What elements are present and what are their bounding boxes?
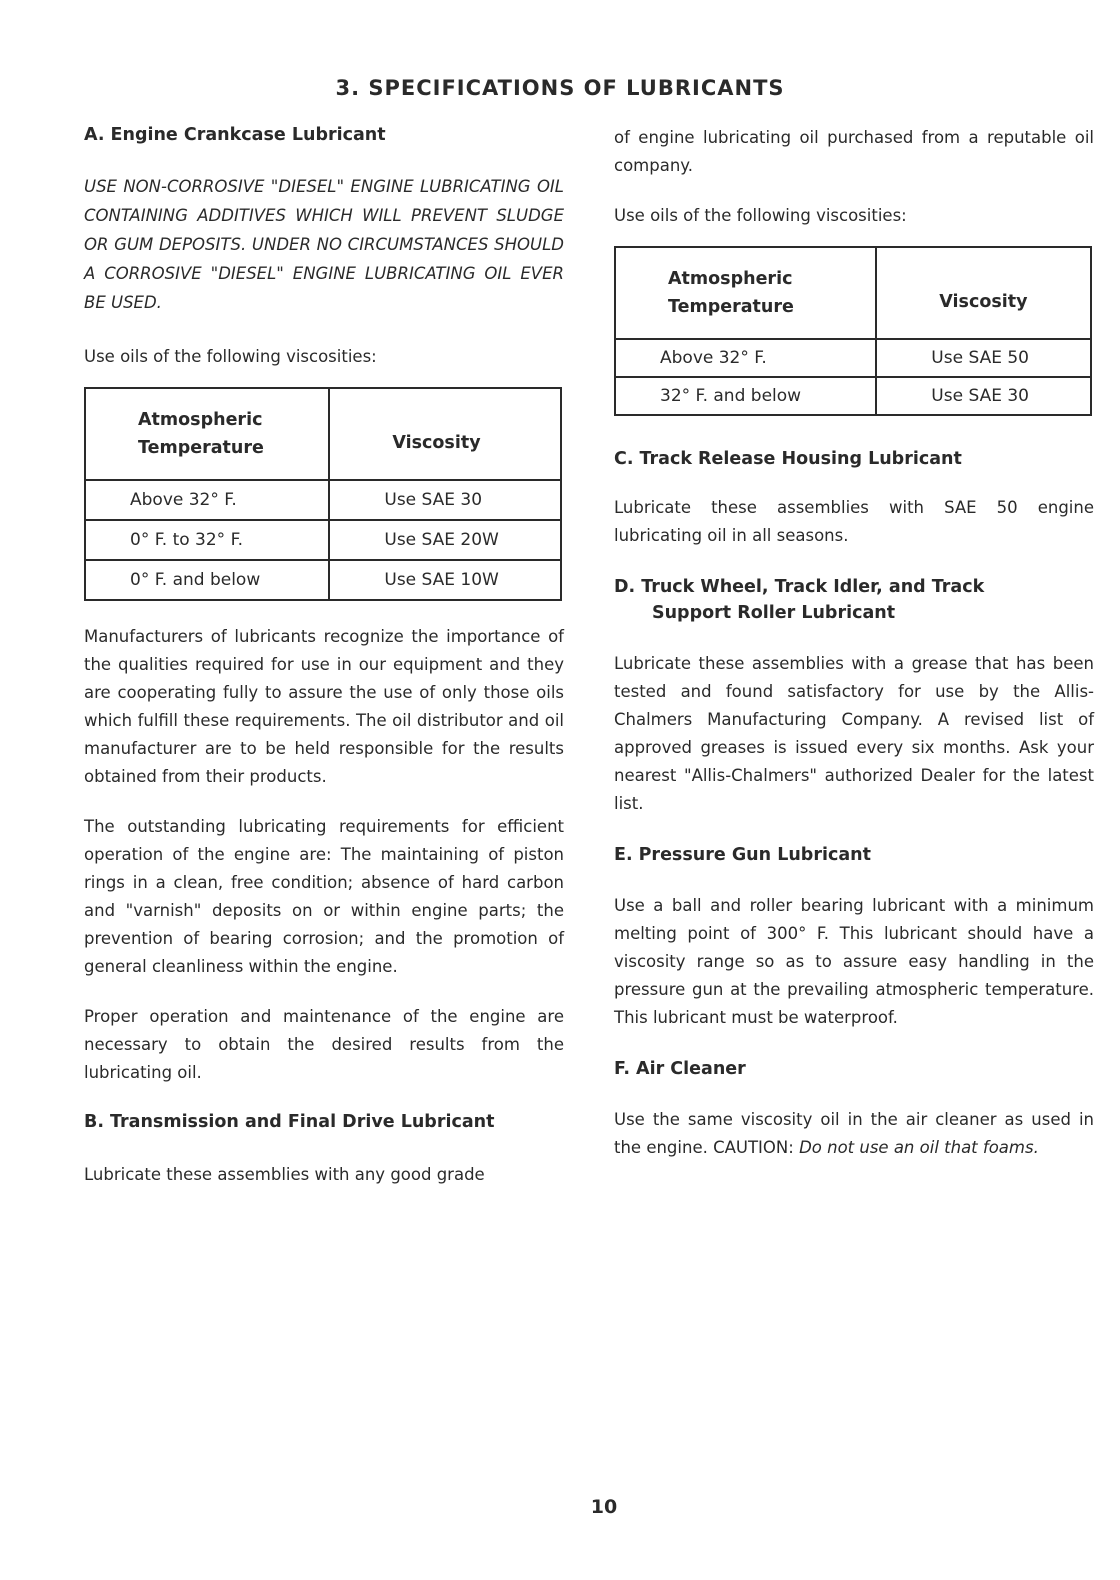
temp-cell: 0° F. to 32° F. bbox=[85, 520, 329, 560]
section-c-title: Track Release Housing Lubricant bbox=[639, 449, 962, 469]
section-b-letter: B. bbox=[84, 1112, 104, 1132]
right-column bbox=[614, 122, 1094, 1162]
section-b-title: Transmission and Final Drive Lubricant bbox=[110, 1112, 495, 1132]
section-b-heading bbox=[84, 1109, 564, 1135]
section-f-title: Air Cleaner bbox=[636, 1059, 746, 1079]
section-a-para3: Proper operation and maintenance of the engine are necessary to obtain the desired results from the lubricating oil. bbox=[84, 1007, 564, 1082]
temp-cell: 0° F. and below bbox=[85, 560, 329, 600]
section-d-text: Lubricate these assemblies with a grease that has been tested and found satisfactory for use by the Allis-Chalmers Manufacturing Company. A revised list of approved greases is issued every six months. Ask your nearest "Allis-Chalmers" authorized Dealer for the latest list. bbox=[614, 654, 1094, 813]
table-row bbox=[85, 480, 561, 520]
table-row bbox=[615, 339, 1091, 377]
section-e-heading bbox=[614, 842, 1094, 868]
left-column bbox=[84, 122, 564, 1189]
section-d-heading bbox=[614, 574, 1094, 626]
section-e-text: Use a ball and roller bearing lubricant with a minimum melting point of 300° F. This lubricant should have a viscosity range so as to assure easy handling in the pressure gun at the prevailing atmospheric temperature. This lubricant must be waterproof. bbox=[614, 896, 1094, 1027]
temp-cell: Above 32° F. bbox=[85, 480, 329, 520]
section-f-letter: F. bbox=[614, 1059, 631, 1079]
table-row bbox=[85, 560, 561, 600]
page-number: 10 bbox=[590, 1496, 618, 1518]
section-e-letter: E. bbox=[614, 845, 633, 865]
visc-cell: Use SAE 30 bbox=[876, 377, 1091, 415]
section-a-para1: Manufacturers of lubricants recognize the importance of the qualities required for use in our equipment and they are cooperating fully to assure the use of only those oils which fulfill these requirements. The oil distributor and oil manufacturer are to be held responsible for the results obtained from their products. bbox=[84, 627, 564, 786]
section-a-letter: A. bbox=[84, 125, 105, 145]
visc-cell: Use SAE 10W bbox=[329, 560, 561, 600]
section-d-letter: D. bbox=[614, 577, 636, 597]
section-c-heading bbox=[614, 446, 1094, 472]
visc-cell: Use SAE 30 bbox=[329, 480, 561, 520]
temperature-header-line1: Atmospheric bbox=[668, 269, 793, 289]
section-a-intro: Use oils of the following viscosities: bbox=[84, 347, 377, 366]
temperature-header-line2: Temperature bbox=[668, 297, 794, 317]
temperature-header-line2: Temperature bbox=[138, 438, 264, 458]
section-a-heading bbox=[84, 122, 564, 148]
section-d-title-line1: Truck Wheel, Track Idler, and Track bbox=[641, 577, 985, 597]
viscosity-header: Viscosity bbox=[876, 247, 1091, 339]
section-a-title: Engine Crankcase Lubricant bbox=[110, 125, 386, 145]
section-d-title-line2: Support Roller Lubricant bbox=[652, 603, 896, 623]
temp-cell: Above 32° F. bbox=[615, 339, 876, 377]
viscosity-header: Viscosity bbox=[329, 388, 561, 480]
section-a-warning: USE NON-CORROSIVE "DIESEL" ENGINE LUBRICATING OIL CONTAINING ADDITIVES WHICH WILL PREVENT SLUDGE OR GUM DEPOSITS. UNDER NO CIRCUMSTANCES SHOULD A CORROSIVE "DIESEL" ENGINE LUBRICATING OIL EVER BE USED. bbox=[84, 177, 564, 312]
temperature-header bbox=[85, 388, 329, 480]
engine-viscosity-table bbox=[84, 387, 562, 601]
section-e-title: Pressure Gun Lubricant bbox=[638, 845, 871, 865]
section-b-intro: Use oils of the following viscosities: bbox=[614, 206, 907, 225]
section-f-text bbox=[614, 1106, 1094, 1162]
table-row bbox=[615, 377, 1091, 415]
section-c-text: Lubricate these assemblies with SAE 50 engine lubricating oil in all seasons. bbox=[614, 498, 1094, 545]
visc-cell: Use SAE 50 bbox=[876, 339, 1091, 377]
temperature-header bbox=[615, 247, 876, 339]
section-f-heading bbox=[614, 1056, 1094, 1082]
section-f-text-plain: Use the same viscosity oil in the air cleaner as used in the engine. CAUTION: bbox=[614, 1110, 1094, 1157]
section-b-text-part2: of engine lubricating oil purchased from a reputable oil company. bbox=[614, 128, 1094, 175]
section-b-text-part1: Lubricate these assemblies with any good grade bbox=[84, 1165, 485, 1184]
section-a-para2: The outstanding lubricating requirements for efficient operation of the engine are: The maintaining of piston rings in a clean, free condition; absence of hard carbon and "varnish" deposits on or within engine parts; the prevention of bearing corrosion; and the promotion of general cleanliness within the engine. bbox=[84, 817, 564, 976]
table-row bbox=[85, 520, 561, 560]
visc-cell: Use SAE 20W bbox=[329, 520, 561, 560]
transmission-viscosity-table bbox=[614, 246, 1092, 416]
table-header-row bbox=[85, 388, 561, 480]
temp-cell: 32° F. and below bbox=[615, 377, 876, 415]
section-f-text-italic: Do not use an oil that foams. bbox=[799, 1138, 1039, 1157]
section-c-letter: C. bbox=[614, 449, 634, 469]
table-header-row bbox=[615, 247, 1091, 339]
page-title: 3. SPECIFICATIONS OF LUBRICANTS bbox=[335, 76, 785, 100]
temperature-header-line1: Atmospheric bbox=[138, 410, 263, 430]
